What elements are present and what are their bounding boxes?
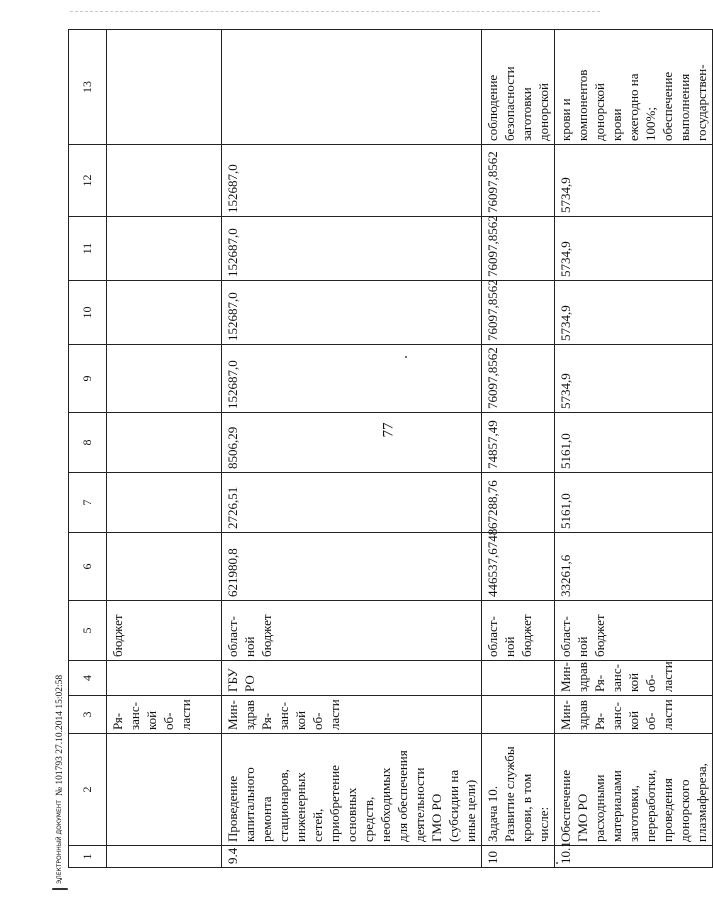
table-cell: 9.4 (222, 846, 482, 868)
table-cell (107, 661, 222, 696)
table-cell (482, 661, 555, 696)
table-cell: Мин- здрав Ря- занс- кой об- ласти (555, 661, 713, 696)
table-cell: 76097,8562 (482, 345, 555, 413)
table-cell: 5161,0 (555, 473, 713, 533)
table-cell: 152687,0 (222, 345, 482, 413)
page-number: 77 (380, 422, 397, 438)
table-cell: Ря- занс- кой об- ласти (107, 696, 222, 734)
table-cell: 76097,8562 (482, 145, 555, 217)
column-header-8: 8 (69, 413, 107, 473)
column-header-1: 1 (69, 846, 107, 868)
table-cell: 76097,8562 (482, 281, 555, 345)
column-header-10: 10 (69, 281, 107, 345)
table-cell (107, 413, 222, 473)
header-row (69, 30, 107, 868)
table-cell: 33261,6 (555, 533, 713, 601)
table-cell: Мин- здрав Ря- занс- кой об- ласти (222, 696, 482, 734)
column-header-11: 11 (69, 217, 107, 281)
table-cell: 10.1 (555, 846, 713, 868)
table-row-r10 (482, 30, 555, 868)
rotated-table-container (68, 30, 709, 868)
table-cell: 5734,9 (555, 345, 713, 413)
document-stamp-footer (50, 674, 70, 890)
table-cell: 2726,51 (222, 473, 482, 533)
column-header-12: 12 (69, 145, 107, 217)
column-header-9: 9 (69, 345, 107, 413)
table-cell: 152687,0 (222, 145, 482, 217)
table-cell (107, 30, 222, 145)
table-cell: Мин- здрав Ря- занс- кой об- ласти (555, 696, 713, 734)
table-cell: 76097,8562 (482, 217, 555, 281)
table-cell (482, 696, 555, 734)
column-header-13: 13 (69, 30, 107, 145)
table-cell (107, 345, 222, 413)
table-cell: 5734,9 (555, 145, 713, 217)
table-row-r101 (555, 30, 713, 868)
table-row-cont (107, 30, 222, 868)
table-cell: крови и компонентов донорской крови ежегодно на 100%; обеспечение выполнения государствен- (555, 30, 713, 145)
table-cell: Задача 10. Развитие службы крови, в том числе: (482, 734, 555, 846)
table-cell: област- ной бюджет (222, 601, 482, 661)
top-dashed-rule (70, 11, 600, 12)
table-row-r94 (222, 30, 482, 868)
table-cell (107, 281, 222, 345)
column-header-2: 2 (69, 734, 107, 846)
seal-icon (52, 888, 68, 890)
table-cell: 8506,29 (222, 413, 482, 473)
table-cell: 67288,76 (482, 473, 555, 533)
table-cell: Проведение капитального ремонта стационаров, инженерных сетей, приобретение основных средств, необходимых для обеспечения деятельности ГМО РО (субсидии на иные цели) (222, 734, 482, 846)
table-cell: соблюдение безопасности заготовки донорской (482, 30, 555, 145)
table-body (107, 30, 713, 868)
table-cell: 5734,9 (555, 281, 713, 345)
table-cell: 621980,8 (222, 533, 482, 601)
table-cell: област- ной бюджет (555, 601, 713, 661)
table-cell: ГБУ РО (222, 661, 482, 696)
table-cell: 152687,0 (222, 281, 482, 345)
table-cell: бюджет (107, 601, 222, 661)
column-header-5: 5 (69, 601, 107, 661)
table-cell (107, 846, 222, 868)
table-cell: 5161,0 (555, 413, 713, 473)
registration-stamp: № 101793 27.10.2014 15:02:58 (55, 674, 65, 797)
table-cell: 74857,49 (482, 413, 555, 473)
table-cell (107, 145, 222, 217)
table-cell (107, 473, 222, 533)
column-header-3: 3 (69, 696, 107, 734)
table-cell: 152687,0 (222, 217, 482, 281)
table-cell (107, 734, 222, 846)
table-cell (107, 533, 222, 601)
table-cell: Обеспечение ГМО РО расходными материалами заготовки, переработки, проведения донорского плазмафереза, (555, 734, 713, 846)
budget-table (68, 29, 713, 868)
table-cell: 10 (482, 846, 555, 868)
table-cell: област- ной бюджет (482, 601, 555, 661)
seal-label: ЭЛЕКТРОННЫЙ ДОКУМЕНТ (56, 800, 63, 884)
column-header-6: 6 (69, 533, 107, 601)
table-cell: 5734,9 (555, 217, 713, 281)
table-cell: 446537,6748 (482, 533, 555, 601)
table-cell (222, 30, 482, 145)
column-header-7: 7 (69, 473, 107, 533)
column-header-4: 4 (69, 661, 107, 696)
table-cell (107, 217, 222, 281)
